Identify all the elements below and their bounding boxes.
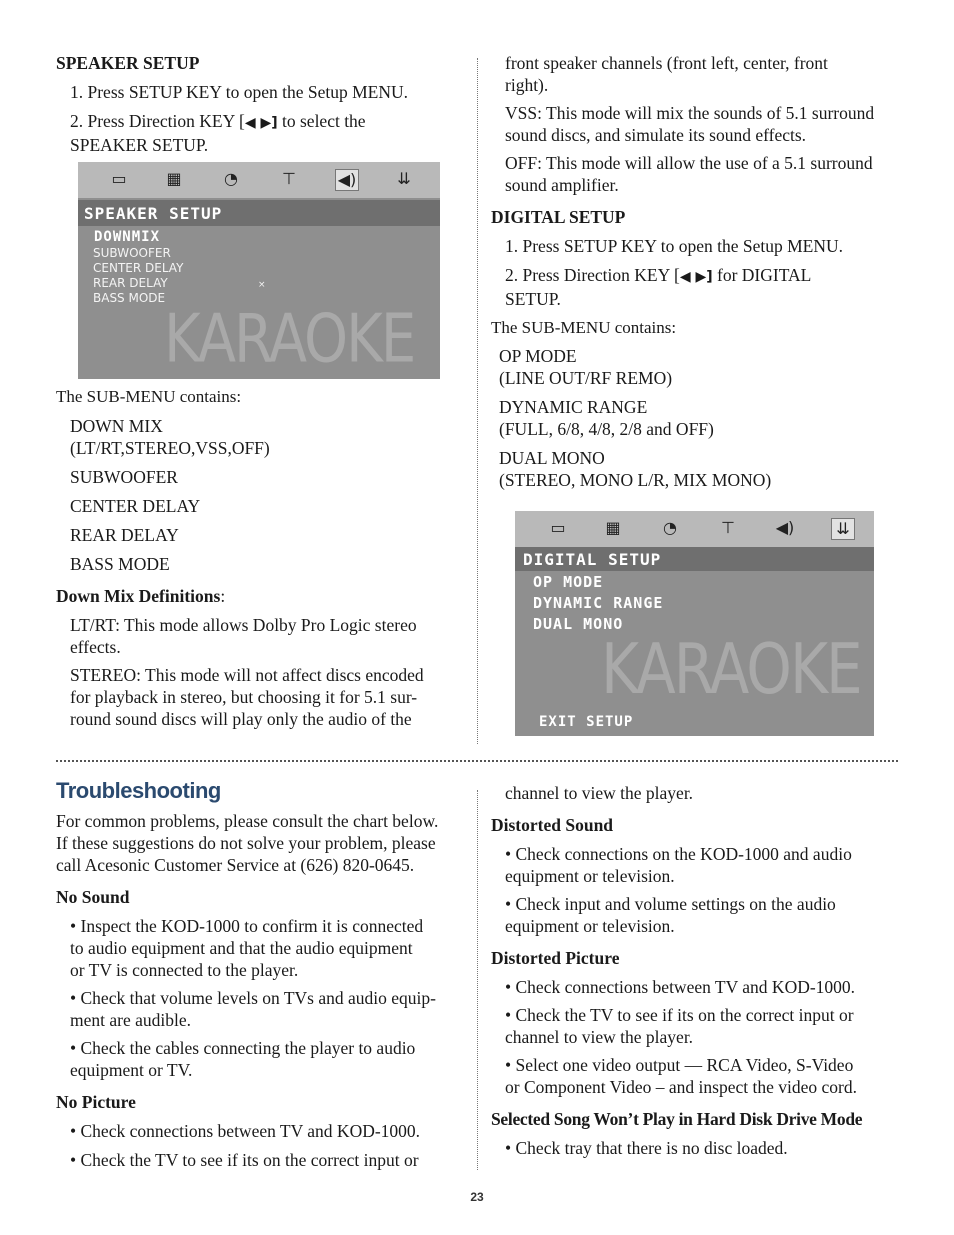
line: or Component Video – and inspect the video cord. [505, 1077, 857, 1097]
speaker-setup-screen [78, 162, 440, 379]
icon-bar [78, 162, 440, 198]
step-text: SETUP. [505, 289, 561, 309]
distorted-picture-bullet: • Check connections between TV and KOD-1000. [505, 977, 856, 997]
downmix-heading [56, 585, 466, 607]
page-number: 23 [470, 1190, 484, 1204]
line: for playback in stereo, but choosing it for 5.1 sur- [70, 687, 418, 707]
line: call Acesonic Customer Service at (626) 820-0645. [56, 855, 415, 875]
submenu-item: DOWN MIX [70, 416, 163, 436]
digital-submenu-item: OP MODE [499, 346, 577, 366]
line: • Select one video output — RCA Video, S-Video [505, 1055, 854, 1075]
def-vss [491, 102, 906, 146]
distorted-picture-heading: Distorted Picture [491, 948, 620, 968]
arrow-keys: ◀ ▶] [244, 115, 278, 131]
line: equipment or TV. [70, 1060, 193, 1080]
line: • Check that volume levels on TVs and audio equip- [70, 988, 436, 1008]
song-wont-play-bullet: • Check tray that there is no disc loaded. [505, 1138, 788, 1158]
menu-item: DUAL MONO [533, 615, 624, 633]
line: right). [505, 75, 549, 95]
line: ment are audible. [70, 1010, 191, 1030]
no-picture-bullet: • Check the TV to see if its on the correct input or [70, 1150, 419, 1170]
line: front speaker channels (front left, center, front [505, 53, 828, 73]
line: equipment or television. [505, 916, 675, 936]
line: STEREO: This mode will not affect discs encoded [70, 665, 424, 685]
menu-item: CENTER DELAY [93, 261, 184, 275]
digital-step-2 [491, 264, 906, 310]
line: • Check the TV to see if its on the correct input or [505, 1005, 854, 1025]
troubleshooting-title: Troubleshooting [56, 778, 221, 803]
digital-icon: ⇊ [831, 518, 855, 540]
digital-setup-heading: DIGITAL SETUP [491, 207, 626, 227]
line: or TV is connected to the player. [70, 960, 299, 980]
line: OFF: This mode will allow the use of a 5.1 surround [505, 153, 873, 173]
digital-submenu-item: (STEREO, MONO L/R, MIX MONO) [499, 470, 772, 490]
submenu-item: (LT/RT,STEREO,VSS,OFF) [70, 438, 270, 458]
video-icon: ◔ [663, 518, 677, 537]
no-picture-bullet: • Check connections between TV and KOD-1000. [70, 1121, 421, 1141]
line: • Inspect the KOD-1000 to confirm it is connected [70, 916, 424, 936]
video-icon: ◔ [224, 169, 238, 188]
menu-item: REAR DELAY [93, 276, 168, 290]
line: channel to view the player. [505, 1027, 694, 1047]
column-divider-bottom [477, 790, 478, 1170]
audio-setup-icon: ⊤ [282, 169, 296, 188]
heading-colon: : [220, 586, 226, 606]
line: effects. [70, 637, 121, 657]
no-picture-heading: No Picture [56, 1092, 136, 1112]
distorted-picture-bullet [491, 1004, 906, 1048]
menu-item: SUBWOOFER [93, 246, 171, 260]
no-picture-bullet-cont: channel to view the player. [505, 783, 694, 803]
no-sound-bullet [56, 987, 468, 1031]
heading-text: Down Mix Definitions [56, 586, 221, 606]
speaker-setup-section [56, 52, 466, 156]
distorted-sound-bullet [491, 893, 906, 937]
speaker-setup-heading: SPEAKER SETUP [56, 53, 200, 73]
exit-setup-label: EXIT SETUP [539, 714, 634, 730]
menu-item: OP MODE [533, 573, 604, 591]
troubleshooting-left [56, 780, 468, 1171]
selected-item: DOWNMIX [94, 229, 161, 245]
line: • Check input and volume settings on the audio [505, 894, 836, 914]
def-ltrt [56, 614, 466, 658]
step-text: to select the [277, 111, 366, 131]
monitor-icon: ▭ [550, 518, 566, 537]
step-text: 2. Press Direction KEY [ [505, 265, 680, 285]
no-sound-heading: No Sound [56, 887, 130, 907]
digital-submenu-item: (FULL, 6/8, 4/8, 2/8 and OFF) [499, 419, 714, 439]
speaker-step-2 [56, 110, 466, 156]
submenu-item: REAR DELAY [70, 525, 179, 545]
def-stereo-cont [491, 52, 906, 96]
troubleshooting-intro [56, 810, 468, 876]
def-stereo [56, 664, 466, 730]
section-divider [56, 760, 898, 762]
digital-submenu-item: DYNAMIC RANGE [499, 397, 648, 417]
line: • Check the cables connecting the player to audio [70, 1038, 416, 1058]
no-sound-bullet [56, 915, 468, 981]
step-text: for DIGITAL [712, 265, 812, 285]
distorted-picture-bullet [491, 1054, 906, 1098]
digital-submenu-item: (LINE OUT/RF REMO) [499, 368, 673, 388]
speaker-icon: ◀) [335, 169, 359, 191]
line: For common problems, please consult the chart below. [56, 811, 439, 831]
troubleshooting-right [491, 782, 906, 1159]
speaker-icon: ◀) [775, 518, 795, 537]
distorted-sound-bullet [491, 843, 906, 887]
line: If these suggestions do not solve your problem, please [56, 833, 436, 853]
digital-setup-screen [515, 511, 874, 736]
line: sound discs, and simulate its sound effects. [505, 125, 807, 145]
song-wont-play-heading: Selected Song Won’t Play in Hard Disk Drive Mode [491, 1109, 863, 1129]
digital-icon: ⇊ [397, 169, 411, 188]
line: • Check connections on the KOD-1000 and audio [505, 844, 852, 864]
line: to audio equipment and that the audio equipment [70, 938, 413, 958]
submenu-item: SUBWOOFER [70, 467, 178, 487]
menu-item: BASS MODE [93, 291, 166, 305]
column-divider-top [477, 58, 478, 744]
karaoke-watermark: KARAOKE [164, 300, 415, 379]
digital-submenu-intro: The SUB-MENU contains: [491, 318, 677, 337]
language-icon: ▦ [605, 518, 621, 537]
line: VSS: This mode will mix the sounds of 5.1 surround [505, 103, 875, 123]
submenu-intro: The SUB-MENU contains: [56, 387, 242, 406]
digital-submenu-item: DUAL MONO [499, 448, 605, 468]
cursor-marker: × [258, 280, 266, 290]
karaoke-watermark: KARAOKE [601, 628, 861, 710]
def-off [491, 152, 906, 196]
language-icon: ▦ [166, 169, 182, 188]
submenu-item: BASS MODE [70, 554, 170, 574]
screen-title: DIGITAL SETUP [523, 550, 662, 569]
line: round sound discs will play only the audio of the [70, 709, 412, 729]
downmix-continued [491, 52, 906, 491]
distorted-sound-heading: Distorted Sound [491, 815, 614, 835]
monitor-icon: ▭ [111, 169, 127, 188]
arrow-keys: ◀ ▶] [679, 269, 713, 285]
no-sound-bullet [56, 1037, 468, 1081]
line: equipment or television. [505, 866, 675, 886]
icon-bar [515, 511, 874, 547]
menu-item: DYNAMIC RANGE [533, 594, 664, 612]
audio-setup-icon: ⊤ [721, 518, 735, 537]
step-text: 2. Press Direction KEY [ [70, 111, 245, 131]
speaker-submenu [56, 386, 466, 730]
line: sound amplifier. [505, 175, 619, 195]
speaker-step-1: 1. Press SETUP KEY to open the Setup MENU. [70, 82, 408, 102]
digital-step-1: 1. Press SETUP KEY to open the Setup MENU. [505, 236, 843, 256]
screen-title: SPEAKER SETUP [84, 204, 223, 223]
step-text: SPEAKER SETUP. [70, 135, 209, 155]
submenu-item: CENTER DELAY [70, 496, 201, 516]
line: LT/RT: This mode allows Dolby Pro Logic stereo [70, 615, 417, 635]
